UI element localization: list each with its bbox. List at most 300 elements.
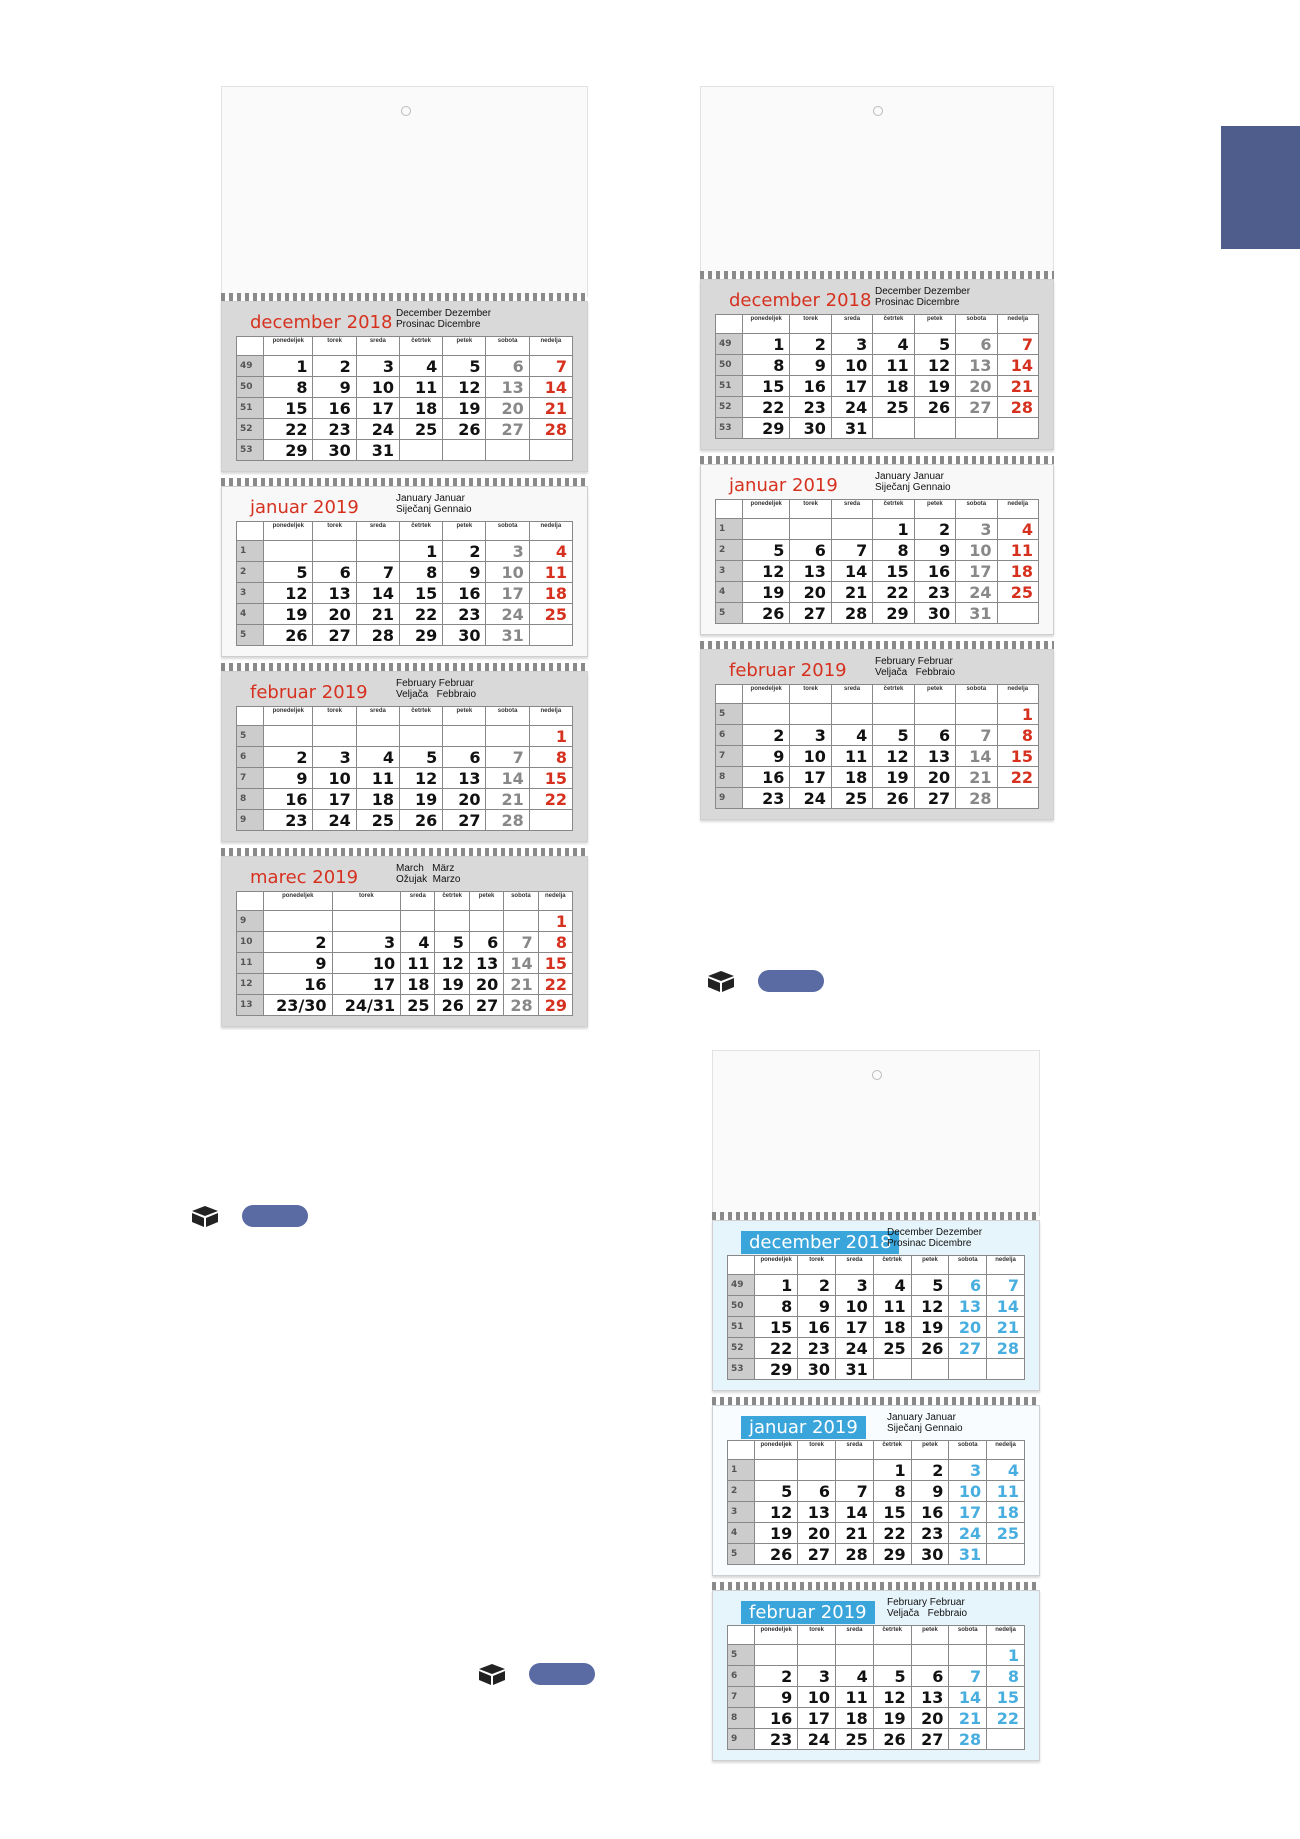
week-number: 5 [237,625,264,646]
spiral-binding [221,478,588,486]
week-number: 1 [716,519,743,540]
month-title: februar 2019 [741,1601,875,1624]
week-number: 49 [716,334,743,355]
day-cell: 16 [313,398,356,419]
week-number: 10 [237,932,264,953]
day-cell: 29 [755,1359,798,1380]
month-heading [236,678,573,706]
day-cell: 12 [755,1502,798,1523]
day-cell: 13 [790,561,831,582]
day-cell [332,911,401,932]
week-row [237,726,573,747]
day-cell: 4 [997,519,1038,540]
weekday-header: četrtek [435,892,469,911]
day-cell: 11 [529,562,572,583]
day-cell: 26 [264,625,313,646]
day-cell: 7 [987,1275,1025,1296]
week-row [716,519,1039,540]
week-number: 6 [237,747,264,768]
day-cell: 20 [914,767,955,788]
week-row [237,810,573,831]
month-grid [715,314,1039,439]
month-translations: February Februar Veljača Febbraio [396,678,477,700]
week-number: 4 [716,582,743,603]
day-cell [399,440,442,461]
day-cell: 17 [798,1708,836,1729]
weekday-header: torek [798,1441,836,1460]
weekday-header: sobota [949,1441,987,1460]
weekday-header: ponedeljek [264,707,313,726]
week-header [728,1626,755,1645]
week-number: 49 [237,356,264,377]
day-cell: 23 [443,604,486,625]
day-cell: 25 [356,810,399,831]
day-cell [997,603,1038,624]
day-cell: 18 [873,1317,911,1338]
day-cell: 22 [264,419,313,440]
day-cell: 8 [743,355,790,376]
month-sheet-januar [700,464,1054,635]
day-cell: 1 [538,911,572,932]
week-row [716,334,1039,355]
week-row [237,562,573,583]
week-number: 9 [728,1729,755,1750]
day-cell: 26 [873,788,914,809]
weekday-header: nedelja [529,707,572,726]
week-row [716,397,1039,418]
calendar-3-month-red [700,86,1054,830]
day-cell: 18 [401,974,435,995]
day-cell: 13 [486,377,529,398]
day-cell [914,704,955,725]
box-icon [706,969,736,993]
week-header [728,1256,755,1275]
weekday-header: petek [914,315,955,334]
week-number: 1 [237,541,264,562]
day-cell: 23 [790,397,831,418]
month-heading [727,1227,1025,1255]
week-row [716,767,1039,788]
day-cell: 1 [743,334,790,355]
day-cell [956,418,997,439]
day-cell: 25 [401,995,435,1016]
day-cell: 18 [529,583,572,604]
day-cell [873,1359,911,1380]
day-cell: 11 [356,768,399,789]
day-cell: 30 [790,418,831,439]
day-cell: 20 [469,974,503,995]
week-number: 6 [716,725,743,746]
month-translations: January Januar Siječanj Gennaio [396,493,472,515]
month-title: januar 2019 [729,475,838,496]
day-cell [743,704,790,725]
day-cell: 5 [873,725,914,746]
day-cell: 21 [956,767,997,788]
day-cell: 9 [798,1296,836,1317]
month-heading [236,308,573,336]
month-heading [727,1412,1025,1440]
day-cell: 14 [987,1296,1025,1317]
day-cell: 13 [911,1687,949,1708]
weekday-header: petek [911,1626,949,1645]
package-pill [758,970,824,992]
day-cell: 30 [911,1544,949,1565]
day-cell: 12 [911,1296,949,1317]
spiral-binding [712,1397,1040,1405]
day-cell: 5 [435,932,469,953]
week-number: 51 [716,376,743,397]
week-number: 5 [237,726,264,747]
week-row [237,356,573,377]
day-cell: 18 [399,398,442,419]
day-cell: 17 [836,1317,874,1338]
weekday-header: nedelja [997,315,1038,334]
day-cell: 14 [486,768,529,789]
calendar-header-blank [712,1050,1040,1216]
weekday-header: sreda [356,707,399,726]
day-cell: 9 [790,355,831,376]
day-cell: 7 [504,932,538,953]
month-title: marec 2019 [250,867,359,888]
day-cell: 2 [798,1275,836,1296]
day-cell: 14 [504,953,538,974]
day-cell: 11 [873,1296,911,1317]
day-cell: 1 [997,704,1038,725]
day-cell [997,418,1038,439]
day-cell: 28 [356,625,399,646]
day-cell: 27 [790,603,831,624]
month-sheet-februar [712,1590,1040,1761]
day-cell: 13 [798,1502,836,1523]
day-cell: 6 [790,540,831,561]
weekday-header: nedelja [987,1256,1025,1275]
week-row [237,398,573,419]
package-pill [529,1663,595,1685]
day-cell: 14 [356,583,399,604]
week-number: 5 [728,1544,755,1565]
day-cell [798,1460,836,1481]
month-sheet-december [700,279,1054,450]
day-cell: 28 [836,1544,874,1565]
day-cell: 25 [997,582,1038,603]
week-number: 9 [716,788,743,809]
month-title: januar 2019 [741,1416,866,1439]
day-cell: 1 [873,519,914,540]
day-cell: 12 [435,953,469,974]
week-number: 2 [716,540,743,561]
day-cell: 22 [743,397,790,418]
weekday-header: sreda [836,1626,874,1645]
week-row [716,725,1039,746]
day-cell: 16 [798,1317,836,1338]
week-number: 8 [237,789,264,810]
day-cell: 20 [790,582,831,603]
day-cell: 23 [313,419,356,440]
week-row [237,604,573,625]
weekday-header: petek [914,685,955,704]
day-cell: 16 [264,974,333,995]
day-cell: 19 [914,376,955,397]
day-cell: 24 [949,1523,987,1544]
month-translations: December Dezember Prosinac Dicembre [396,308,492,330]
day-cell: 24 [798,1729,836,1750]
day-cell: 28 [486,810,529,831]
day-cell: 22 [873,1523,911,1544]
spiral-binding [700,641,1054,649]
week-number: 3 [728,1502,755,1523]
day-cell: 18 [873,376,914,397]
week-row [237,768,573,789]
week-row [728,1729,1025,1750]
weekday-header: ponedeljek [755,1626,798,1645]
day-cell [399,726,442,747]
week-number: 8 [728,1708,755,1729]
day-cell: 16 [755,1708,798,1729]
weekday-header: petek [914,500,955,519]
day-cell: 13 [313,583,356,604]
day-cell [873,704,914,725]
week-row [728,1502,1025,1523]
month-sheet-februar [221,671,588,842]
day-cell: 22 [997,767,1038,788]
weekday-header: sreda [831,315,872,334]
month-grid [727,1255,1025,1380]
weekday-header: torek [798,1256,836,1275]
day-cell [873,418,914,439]
day-cell: 10 [949,1481,987,1502]
calendar-3-month-blue [712,1050,1040,1771]
day-cell: 18 [356,789,399,810]
day-cell [469,911,503,932]
day-cell: 10 [836,1296,874,1317]
day-cell: 19 [264,604,313,625]
day-cell: 27 [914,788,955,809]
package-info-2 [477,1662,595,1686]
spiral-binding [712,1212,1040,1220]
weekday-header: sobota [486,337,529,356]
week-number: 52 [237,419,264,440]
day-cell [914,418,955,439]
month-translations: March März Ožujak Marzo [396,863,461,885]
weekday-header: sobota [949,1626,987,1645]
day-cell: 8 [529,747,572,768]
box-icon [477,1662,507,1686]
weekday-header: ponedeljek [743,500,790,519]
day-cell: 22 [873,582,914,603]
week-number: 7 [728,1687,755,1708]
day-cell: 7 [356,562,399,583]
month-heading [236,863,573,891]
month-grid [727,1440,1025,1565]
day-cell: 30 [798,1359,836,1380]
day-cell: 6 [443,747,486,768]
day-cell: 15 [264,398,313,419]
month-sheet-december [221,301,588,472]
day-cell: 3 [836,1275,874,1296]
week-number: 12 [237,974,264,995]
day-cell: 19 [443,398,486,419]
week-row [728,1666,1025,1687]
day-cell: 31 [836,1359,874,1380]
spiral-binding [221,848,588,856]
weekday-header: četrtek [399,707,442,726]
day-cell: 12 [914,355,955,376]
day-cell: 27 [956,397,997,418]
weekday-header: ponedeljek [755,1441,798,1460]
week-row [728,1317,1025,1338]
day-cell: 11 [836,1687,874,1708]
weekday-header: nedelja [987,1441,1025,1460]
day-cell: 17 [956,561,997,582]
weekday-header: četrtek [873,500,914,519]
day-cell: 12 [399,768,442,789]
day-cell: 17 [356,398,399,419]
day-cell: 16 [914,561,955,582]
month-grid [236,521,573,646]
spiral-binding [700,271,1054,279]
week-row [728,1481,1025,1502]
day-cell: 9 [914,540,955,561]
day-cell [949,1645,987,1666]
week-header [716,685,743,704]
day-cell [264,726,313,747]
week-number: 52 [716,397,743,418]
day-cell: 6 [798,1481,836,1502]
day-cell: 24 [313,810,356,831]
day-cell: 9 [743,746,790,767]
day-cell: 11 [873,355,914,376]
day-cell: 26 [914,397,955,418]
day-cell: 10 [790,746,831,767]
month-sheet-februar [700,649,1054,820]
day-cell: 8 [873,1481,911,1502]
package-pill [242,1205,308,1227]
day-cell: 26 [435,995,469,1016]
day-cell [264,911,333,932]
day-cell: 19 [873,1708,911,1729]
month-title: december 2018 [250,312,393,333]
day-cell: 4 [356,747,399,768]
day-cell: 15 [755,1317,798,1338]
day-cell: 4 [987,1460,1025,1481]
month-grid [727,1625,1025,1750]
day-cell [831,519,872,540]
weekday-header: ponedeljek [743,315,790,334]
weekday-header: ponedeljek [743,685,790,704]
week-row [728,1687,1025,1708]
day-cell: 14 [529,377,572,398]
day-cell: 18 [836,1708,874,1729]
weekday-header: sobota [486,522,529,541]
day-cell: 6 [469,932,503,953]
day-cell: 10 [332,953,401,974]
day-cell: 3 [313,747,356,768]
day-cell: 3 [831,334,872,355]
week-row [728,1523,1025,1544]
day-cell: 15 [873,1502,911,1523]
week-number: 13 [237,995,264,1016]
day-cell: 4 [529,541,572,562]
day-cell: 12 [743,561,790,582]
day-cell [836,1460,874,1481]
weekday-header: sreda [831,500,872,519]
day-cell: 21 [949,1708,987,1729]
week-row [728,1460,1025,1481]
day-cell: 12 [443,377,486,398]
day-cell: 20 [443,789,486,810]
day-cell: 24 [956,582,997,603]
week-number: 9 [237,810,264,831]
week-row [237,377,573,398]
package-info-3 [706,969,824,993]
week-row [237,995,573,1016]
day-cell: 27 [443,810,486,831]
day-cell: 5 [873,1666,911,1687]
day-cell: 30 [443,625,486,646]
day-cell: 19 [399,789,442,810]
week-header [237,707,264,726]
day-cell: 1 [873,1460,911,1481]
day-cell: 4 [873,1275,911,1296]
week-row [237,974,573,995]
day-cell: 7 [956,725,997,746]
day-cell: 1 [399,541,442,562]
weekday-header: torek [790,500,831,519]
day-cell: 15 [743,376,790,397]
day-cell: 12 [873,1687,911,1708]
day-cell [790,704,831,725]
day-cell: 21 [997,376,1038,397]
month-sheet-marec [221,856,588,1027]
day-cell: 25 [831,788,872,809]
week-row [728,1359,1025,1380]
day-cell [790,519,831,540]
day-cell: 20 [313,604,356,625]
day-cell: 20 [956,376,997,397]
day-cell: 2 [264,932,333,953]
day-cell: 10 [486,562,529,583]
week-header [237,892,264,911]
day-cell: 25 [836,1729,874,1750]
day-cell: 25 [873,397,914,418]
day-cell: 8 [538,932,572,953]
day-cell: 10 [831,355,872,376]
day-cell [443,726,486,747]
weekday-header: četrtek [873,1256,911,1275]
day-cell: 27 [486,419,529,440]
hanging-hole-icon [873,106,883,116]
day-cell: 13 [956,355,997,376]
day-cell [356,726,399,747]
day-cell: 7 [831,540,872,561]
day-cell: 3 [356,356,399,377]
week-row [237,440,573,461]
day-cell [401,911,435,932]
weekday-header: četrtek [873,1626,911,1645]
month-grid [236,336,573,461]
calendar-header-blank [700,86,1054,275]
day-cell [798,1645,836,1666]
week-number: 5 [716,603,743,624]
spiral-binding [221,293,588,301]
week-row [237,911,573,932]
week-row [716,561,1039,582]
day-cell: 17 [831,376,872,397]
week-number: 5 [728,1645,755,1666]
day-cell: 16 [790,376,831,397]
week-row [716,788,1039,809]
week-number: 8 [716,767,743,788]
